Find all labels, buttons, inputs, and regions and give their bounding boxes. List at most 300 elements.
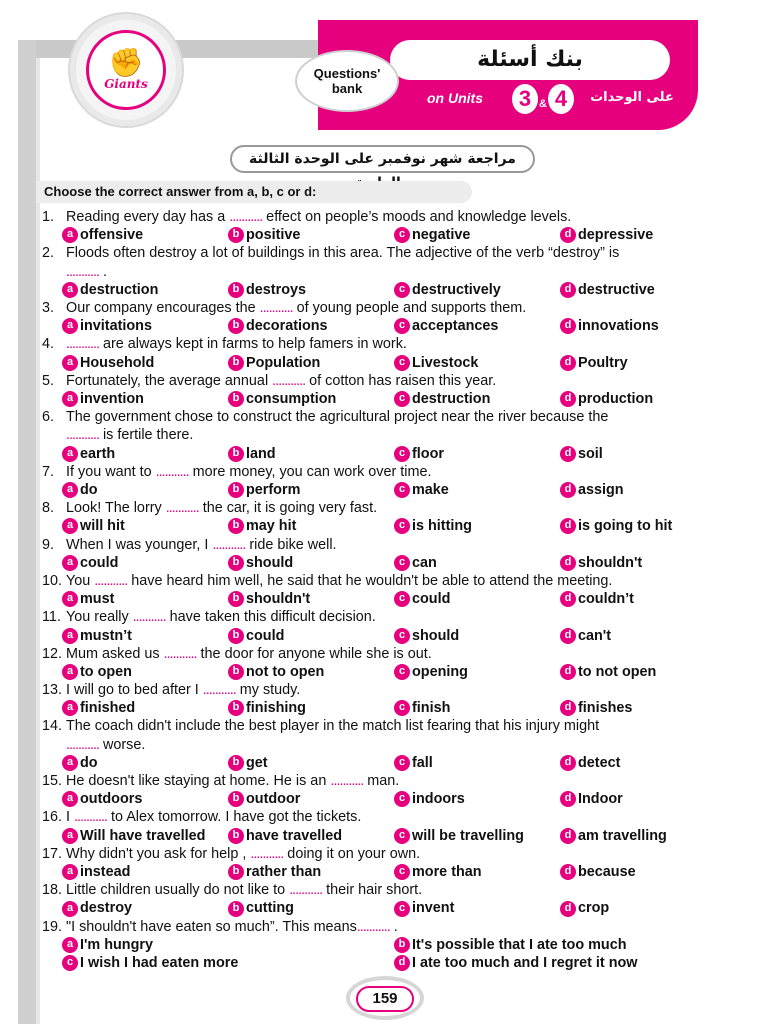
unit-ampersand: & [539,98,547,110]
option-text: I wish I had eaten more [80,955,239,972]
option-a[interactable] [62,445,228,463]
option-b[interactable] [228,699,394,717]
option-d[interactable] [560,554,726,572]
option-letter-icon: b [228,901,244,917]
option-letter-icon: a [62,755,78,771]
option-text: earth [80,445,116,462]
option-text: negative [412,227,471,244]
option-a[interactable] [62,699,228,717]
option-text: destruction [80,281,159,298]
option-a[interactable] [62,663,228,681]
option-text: Poultry [578,354,628,371]
option-letter-icon: c [394,628,410,644]
option-letter-icon: c [394,700,410,716]
question-stem [42,572,732,590]
option-text: land [246,445,276,462]
options-row [42,317,732,335]
question-stem [42,463,732,481]
question-stem [42,244,728,280]
option-letter-icon: c [394,591,410,607]
option-text: fall [412,754,433,771]
option-letter-icon: d [560,355,576,371]
option-text: rather than [246,864,322,881]
questions-bank-badge [295,50,399,112]
option-letter-icon: d [560,591,576,607]
option-c[interactable] [394,627,560,645]
option-text: destructive [578,281,655,298]
options-row [42,936,732,954]
option-a[interactable] [62,627,228,645]
option-letter-icon: c [394,446,410,462]
question-stem [42,645,732,663]
options-row [42,445,732,463]
question-number: 5. [42,372,55,389]
option-text: finish [412,700,451,717]
option-d[interactable] [560,827,726,845]
option-a[interactable] [62,317,228,335]
page-frame-top [18,40,348,58]
option-b[interactable] [228,863,394,881]
option-b[interactable] [228,590,394,608]
option-b[interactable] [228,445,394,463]
option-letter-icon: b [228,628,244,644]
question-text-before: Mum asked us [66,645,164,662]
answer-blank: ........... [94,572,128,589]
options-row [42,590,732,608]
answer-blank: ........... [356,918,390,935]
option-text: finishes [578,700,633,717]
option-text: decorations [246,318,328,335]
option-text: outdoors [80,791,143,808]
question-text-before: Floods often destroy a lot of buildings in this area. The adjective of the verb “destroy” is [66,245,620,262]
question-text-before: You [66,572,95,589]
question-text-before: Reading every day has a [66,209,230,225]
question-list [42,208,732,972]
option-letter-icon: a [62,555,78,571]
question-text-after: to Alex tomorrow. I have got the tickets. [106,809,362,826]
option-letter-icon: a [62,628,78,644]
option-text: I ate too much and I regret it now [412,955,638,972]
option-letter-icon: d [560,518,576,534]
option-d[interactable] [560,517,726,535]
question-number: 14. [42,718,63,735]
option-b[interactable] [228,390,394,408]
option-text: mustn’t [80,627,132,644]
option-text: more than [412,864,482,881]
option-text: can't [578,627,612,644]
option-letter-icon: a [62,901,78,917]
option-c[interactable] [394,445,560,463]
answer-blank: ........... [202,682,236,699]
question-stem [42,881,732,899]
page-number: 159 [356,986,414,1012]
option-letter-icon: c [394,755,410,771]
answer-blank: ........... [66,336,99,353]
option-text: make [412,481,449,498]
options-row [42,954,732,972]
question-text-after: have taken this difficult decision. [165,609,376,626]
option-text: could [412,591,451,608]
option-letter-icon: d [560,555,576,571]
option-text: finishing [246,700,306,717]
option-letter-icon: b [228,282,244,298]
option-text: am travelling [578,827,667,844]
option-letter-icon: a [62,318,78,334]
option-d[interactable] [560,790,726,808]
option-text: Indoor [578,791,623,808]
question-text-before: "I shouldn't have eaten so much”. This means [66,918,357,935]
option-letter-icon: a [62,482,78,498]
option-letter-icon: a [62,518,78,534]
option-c[interactable] [394,754,560,772]
option-a[interactable] [62,281,228,299]
option-text: not to open [246,663,325,680]
logo-text: Giants [104,77,148,91]
option-text: It's possible that I ate too much [412,936,627,953]
question-text-before: I will go to bed after I [66,682,203,699]
option-text: is going to hit [578,518,673,535]
option-b[interactable] [228,790,394,808]
option-b[interactable] [228,754,394,772]
option-letter-icon: b [228,828,244,844]
answer-blank: ........... [212,536,246,553]
option-d[interactable] [560,863,726,881]
option-c[interactable] [394,281,560,299]
option-d[interactable] [560,590,726,608]
question-stem [42,772,732,790]
option-a[interactable] [62,481,228,499]
option-text: positive [246,227,301,244]
option-a[interactable] [62,899,228,917]
option-c[interactable] [394,517,560,535]
option-letter-icon: c [394,318,410,334]
answer-blank: ........... [165,500,199,517]
question-text-after: of cotton has raisen this year. [305,372,497,389]
option-letter-icon: d [560,282,576,298]
option-text: do [80,481,98,498]
questions-bank-line1: Questions' [313,66,381,81]
option-text: destroys [246,281,306,298]
option-letter-icon: c [394,555,410,571]
question-number: 1. [42,209,55,225]
question-stem [42,208,732,226]
options-row [42,790,732,808]
option-letter-icon: c [394,828,410,844]
option-letter-icon: d [560,700,576,716]
options-row [42,517,732,535]
option-text: cutting [246,900,294,917]
option-c[interactable] [394,790,560,808]
option-text: acceptances [412,318,499,335]
option-text: may hit [246,518,297,535]
option-text: do [80,754,98,771]
question-text-after: ride bike well. [245,536,337,553]
option-text: floor [412,445,444,462]
option-text: could [80,554,119,571]
question-continuation [42,426,728,444]
answer-blank: ........... [132,609,166,626]
option-text: couldn’t [578,591,634,608]
questions-bank-line2: bank [331,81,363,96]
page-number-badge [346,976,424,1020]
question-text-before: The government chose to construct the agricultural project near the river because the [66,409,609,426]
option-text: get [246,754,268,771]
option-d[interactable] [560,317,726,335]
option-letter-icon: a [62,282,78,298]
option-letter-icon: c [394,482,410,498]
option-d[interactable] [560,899,726,917]
question-text-after: effect on people’s moods and knowledge levels. [262,209,572,225]
option-letter-icon: b [228,446,244,462]
question-number: 3. [42,299,55,316]
question-stem [42,681,732,699]
option-text: I'm hungry [80,936,153,953]
option-text: invitations [80,318,152,335]
option-letter-icon: b [228,864,244,880]
option-text: should [246,554,294,571]
answer-blank: ........... [289,882,323,899]
option-letter-icon: d [560,482,576,498]
option-c[interactable] [394,481,560,499]
option-b[interactable] [228,663,394,681]
option-b[interactable] [228,354,394,372]
option-text: Household [80,354,155,371]
option-letter-icon: c [62,955,78,971]
question-number: 18. [42,882,63,899]
options-row [42,754,732,772]
answer-blank: ........... [330,773,364,790]
option-text: soil [578,445,603,462]
question-text-after: are always kept in farms to help famers in work. [98,336,407,353]
option-b[interactable] [228,517,394,535]
option-b[interactable] [228,827,394,845]
option-b[interactable] [394,936,726,954]
answer-blank: ........... [66,263,99,280]
option-d[interactable] [560,627,726,645]
option-text: assign [578,481,624,498]
option-letter-icon: a [62,864,78,880]
option-letter-icon: b [228,227,244,243]
option-b[interactable] [228,317,394,335]
option-text: consumption [246,390,337,407]
question-number: 2. [42,245,55,262]
option-d[interactable] [560,445,726,463]
question-text-after: worse. [98,736,146,753]
question-text-before: Look! The lorry [66,500,166,517]
options-row [42,627,732,645]
options-row [42,281,732,299]
unit-numbers [512,84,574,114]
question-stem [42,918,732,936]
answer-blank: ........... [272,372,306,389]
option-c[interactable] [394,827,560,845]
question-text-after: . [389,918,398,935]
answer-blank: ........... [163,645,197,662]
option-a[interactable] [62,827,228,845]
option-letter-icon: b [228,755,244,771]
option-letter-icon: b [394,937,410,953]
option-letter-icon: c [394,664,410,680]
option-c[interactable] [394,899,560,917]
option-d[interactable] [560,663,726,681]
option-text: shouldn't [246,591,311,608]
option-letter-icon: c [394,355,410,371]
option-d[interactable] [560,699,726,717]
option-text: shouldn't [578,554,643,571]
option-letter-icon: c [394,391,410,407]
question-text-before: Why didn't you ask for help , [66,845,251,862]
option-text: indoors [412,791,465,808]
question-text-before: The coach didn't include the best player in the match list fearing that his injury might [66,718,600,735]
option-letter-icon: c [394,791,410,807]
option-letter-icon: d [560,227,576,243]
option-letter-icon: d [560,446,576,462]
option-text: is hitting [412,518,472,535]
option-text: instead [80,864,131,881]
question-stem [42,372,732,390]
option-text: finished [80,700,136,717]
question-number: 16. [42,809,63,826]
option-c[interactable] [394,354,560,372]
option-b[interactable] [228,481,394,499]
option-c[interactable] [394,317,560,335]
option-c[interactable] [394,590,560,608]
question-text-after: of young people and supports them. [292,299,527,316]
question-number: 15. [42,773,63,790]
option-c[interactable] [394,226,560,244]
on-units-label: on Units [427,90,483,106]
question-stem [42,408,728,444]
question-text-before: I [66,809,74,826]
option-a[interactable] [62,517,228,535]
option-text: depressive [578,227,654,244]
option-b[interactable] [228,627,394,645]
option-text: will be travelling [412,827,524,844]
options-row [42,827,732,845]
option-letter-icon: a [62,700,78,716]
question-number: 10. [42,572,63,589]
option-letter-icon: c [394,518,410,534]
option-d[interactable] [394,954,726,972]
option-text: production [578,390,654,407]
question-number: 8. [42,500,55,517]
option-letter-icon: d [560,318,576,334]
question-text-after: doing it on your own. [283,845,421,862]
question-text-before: If you want to [66,463,156,480]
option-d[interactable] [560,481,726,499]
option-text: innovations [578,318,659,335]
question-text-before: Fortunately, the average annual [66,372,273,389]
options-row [42,390,732,408]
option-a[interactable] [62,390,228,408]
options-row [42,699,732,717]
option-d[interactable] [560,354,726,372]
option-letter-icon: a [62,664,78,680]
option-c[interactable] [394,699,560,717]
question-text-after: is fertile there. [98,427,194,444]
question-stem [42,608,732,626]
question-stem [42,536,732,554]
option-text: destruction [412,390,491,407]
option-text: to open [80,663,132,680]
question-number: 13. [42,682,63,699]
option-text: must [80,591,115,608]
question-text-before: Little children usually do not like to [66,882,290,899]
option-c[interactable] [62,954,394,972]
option-a[interactable] [62,790,228,808]
review-title: مراجعة شهر نوفمبر على الوحدة الثالثة [230,145,535,173]
option-letter-icon: b [228,518,244,534]
question-stem [42,499,732,517]
option-a[interactable] [62,590,228,608]
option-letter-icon: d [560,628,576,644]
answer-blank: ........... [66,736,99,753]
question-stem [42,808,732,826]
options-row [42,226,732,244]
question-number: 4. [42,336,55,353]
option-b[interactable] [228,226,394,244]
question-stem [42,299,732,317]
option-b[interactable] [228,899,394,917]
question-number: 17. [42,845,63,862]
answer-blank: ........... [229,209,263,225]
option-c[interactable] [394,863,560,881]
option-a[interactable] [62,354,228,372]
question-text-before: When I was younger, I [66,536,213,553]
option-letter-icon: d [560,755,576,771]
question-number: 7. [42,463,55,480]
answer-blank: ........... [66,427,99,444]
option-letter-icon: d [560,791,576,807]
option-b[interactable] [228,281,394,299]
option-letter-icon: c [394,227,410,243]
on-units-arabic: على الوحدات [590,90,674,105]
option-text: Livestock [412,354,479,371]
option-c[interactable] [394,390,560,408]
option-a[interactable] [62,226,228,244]
option-text: outdoor [246,791,301,808]
question-text-after: man. [363,773,400,790]
question-number: 6. [42,409,55,426]
logo [70,14,182,126]
question-stem [42,335,732,353]
option-a[interactable] [62,554,228,572]
instructions: Choose the correct answer from a, b, c or d: [36,181,472,203]
option-text: crop [578,900,610,917]
option-a[interactable] [62,754,228,772]
option-d[interactable] [560,390,726,408]
option-c[interactable] [394,554,560,572]
option-text: have travelled [246,827,342,844]
option-d[interactable] [560,226,726,244]
option-d[interactable] [560,281,726,299]
option-letter-icon: a [62,391,78,407]
option-d[interactable] [560,754,726,772]
option-c[interactable] [394,663,560,681]
option-a[interactable] [62,936,394,954]
question-number: 9. [42,536,55,553]
option-letter-icon: d [394,955,410,971]
option-text: Will have travelled [80,827,206,844]
option-letter-icon: b [228,591,244,607]
option-b[interactable] [228,554,394,572]
option-letter-icon: b [228,482,244,498]
question-text-after: have heard him well, he said that he wouldn't be able to attend the meeting. [127,572,613,589]
options-row [42,663,732,681]
option-text: to not open [578,663,657,680]
option-letter-icon: b [228,664,244,680]
option-a[interactable] [62,863,228,881]
